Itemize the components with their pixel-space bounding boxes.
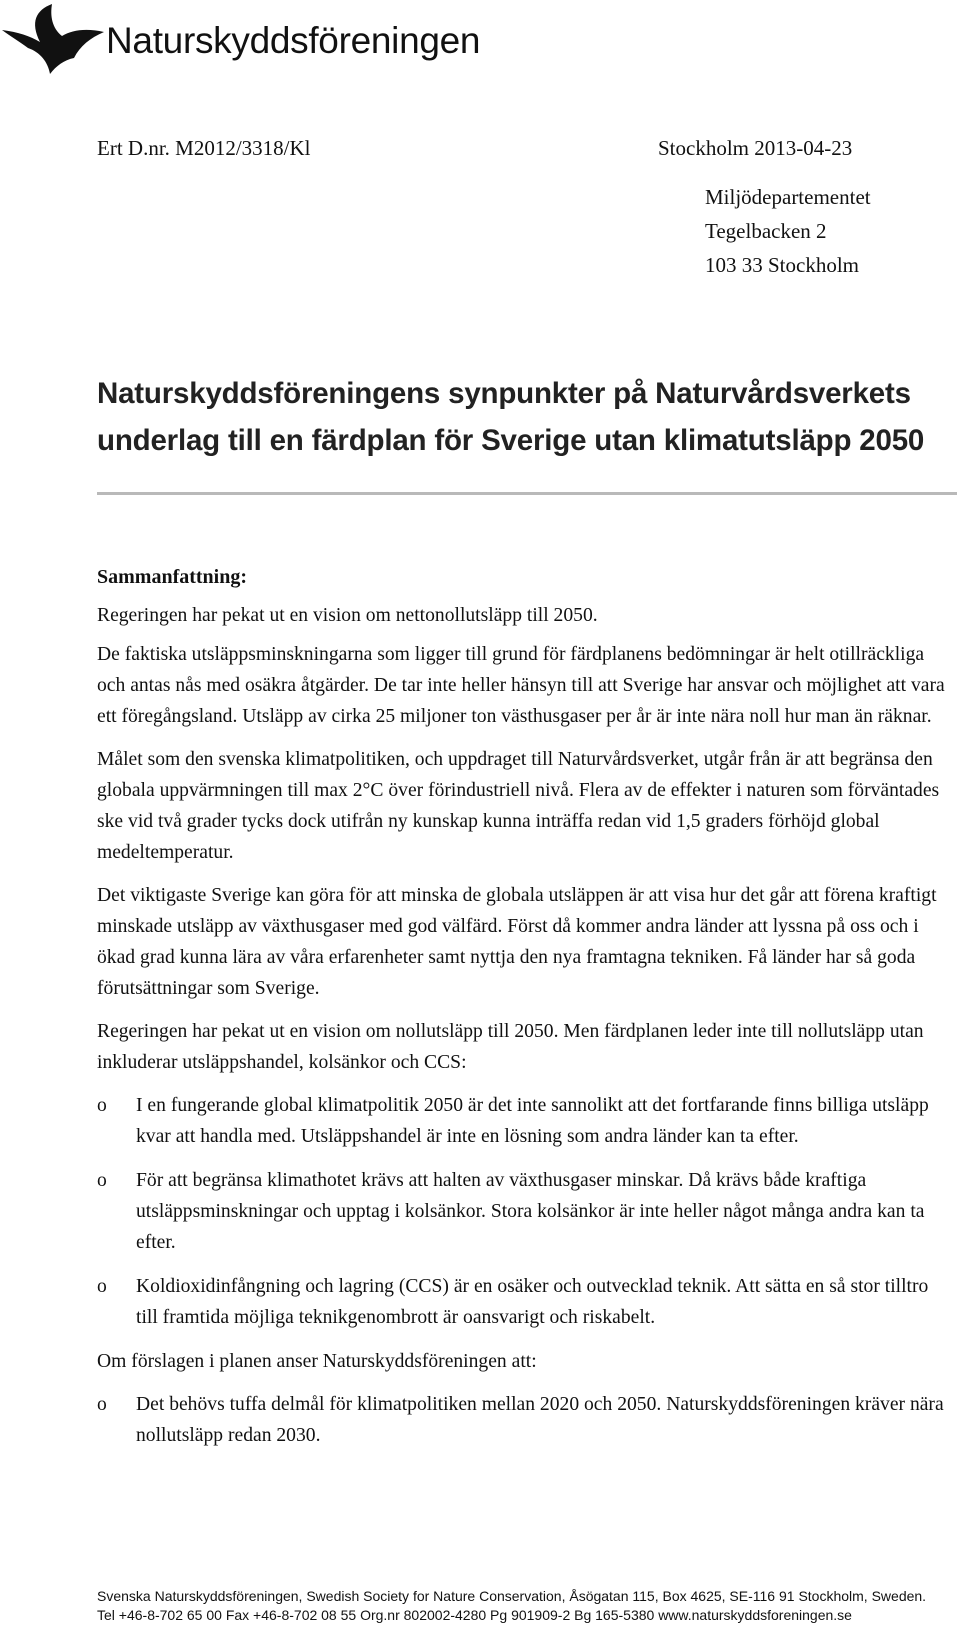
logo [0,0,560,80]
emissions-list [97,1090,947,1333]
document-title: Naturskyddsföreningens synpunkter på Naturvårdsverkets underlag till en färdplan för Sverige utan klimatutsläpp 2050 [97,377,925,457]
bullet-marker: o [97,1276,107,1297]
footer-address: Svenska Naturskyddsföreningen, Swedish Society for Nature Conservation, Åsögatan 115, Box 4625, SE-116 91 Stockholm, Sweden. [97,1588,927,1604]
demands-list [97,1389,947,1451]
paragraph: Regeringen har pekat ut en vision om nettonollutsläpp till 2050. [97,605,598,626]
logo-wordmark: Naturskyddsföreningen [106,20,481,61]
list-item [97,1090,947,1152]
list-item [97,1389,947,1451]
paragraph: De faktiska utsläppsminskningarna som ligger till grund för färdplanens bedömningar är helt otillräckliga och antas nås med osäkra åtgärder. De tar inte heller hänsyn till att Sverige har ansvar och möjlighet att vara ett föregångsland. Utsläpp av cirka 25 miljoner ton västhusgaser per år är inte nära noll hur man än räknar. [97,644,945,727]
swallow-bird-icon [0,2,110,74]
title-divider [97,492,957,495]
list-item-text: För att begränsa klimathotet krävs att halten av växthusgaser minskar. Då krävs både kraftiga utsläppsminskningar och upptag i kolsänkor. Stora kolsänkor är inte heller något många andra kan ta efter. [136,1170,925,1253]
recipient-line: 103 33 Stockholm [705,253,860,277]
list-item-text: I en fungerande global klimatpolitik 2050 är det inte sannolikt att det fortfarande finns billiga utsläpp kvar att handla med. Utsläppshandel är inte en lösning som andra länder kan ta efter. [136,1095,929,1147]
bullet-marker: o [97,1095,107,1116]
footer [97,1587,957,1625]
recipient-address [705,180,871,282]
summary-heading: Sammanfattning: [97,566,248,588]
paragraph: Om förslagen i planen anser Naturskyddsföreningen att: [97,1351,537,1372]
document-body [97,562,947,1464]
paragraph: Det viktigaste Sverige kan göra för att minska de globala utsläppen är att visa hur det går att förena kraftigt minskade utsläpp av växthusgaser med god välfärd. Först då kommer andra länder att lyssna på oss och i ökad grad kunna lära av våra erfarenheter samt nyttja den nya framtagna tekniken. Få länder har så goda förutsättningar som Sverige. [97,885,937,999]
bullet-marker: o [97,1394,107,1415]
letter-date: Stockholm 2013-04-23 [658,136,853,160]
paragraph: Målet som den svenska klimatpolitiken, och uppdraget till Naturvårdsverket, utgår från är att begränsa den globala uppvärmningen till max 2°C över förindustriell nivå. Flera av de effekter i naturen som förväntades ske vid två grader tycks dock utifrån ny kunskap kunna inträffa redan vid 1,5 graders förhöjd global medeltemperatur. [97,749,940,863]
footer-contact: Tel +46-8-702 65 00 Fax +46-8-702 08 55 Org.nr 802002-4280 Pg 901909-2 Bg 165-5380 www.naturskyddsforeningen.se [97,1607,852,1623]
recipient-line: Miljödepartementet [705,185,871,209]
reference-number: Ert D.nr. M2012/3318/Kl [97,136,311,160]
list-item-text: Koldioxidinfångning och lagring (CCS) är en osäker och outvecklad teknik. Att sätta en så stor tilltro till framtida möjliga teknikgenombrott är oansvarigt och riskabelt. [136,1276,929,1328]
list-item [97,1271,947,1333]
list-item-text: Det behövs tuffa delmål för klimatpolitiken mellan 2020 och 2050. Naturskyddsföreningen kräver nära nollutsläpp redan 2030. [136,1394,944,1446]
list-item [97,1165,947,1258]
bullet-marker: o [97,1170,107,1191]
recipient-line: Tegelbacken 2 [705,219,827,243]
paragraph: Regeringen har pekat ut en vision om nollutsläpp till 2050. Men färdplanen leder inte till nollutsläpp utan inkluderar utsläppshandel, kolsänkor och CCS: [97,1021,924,1073]
